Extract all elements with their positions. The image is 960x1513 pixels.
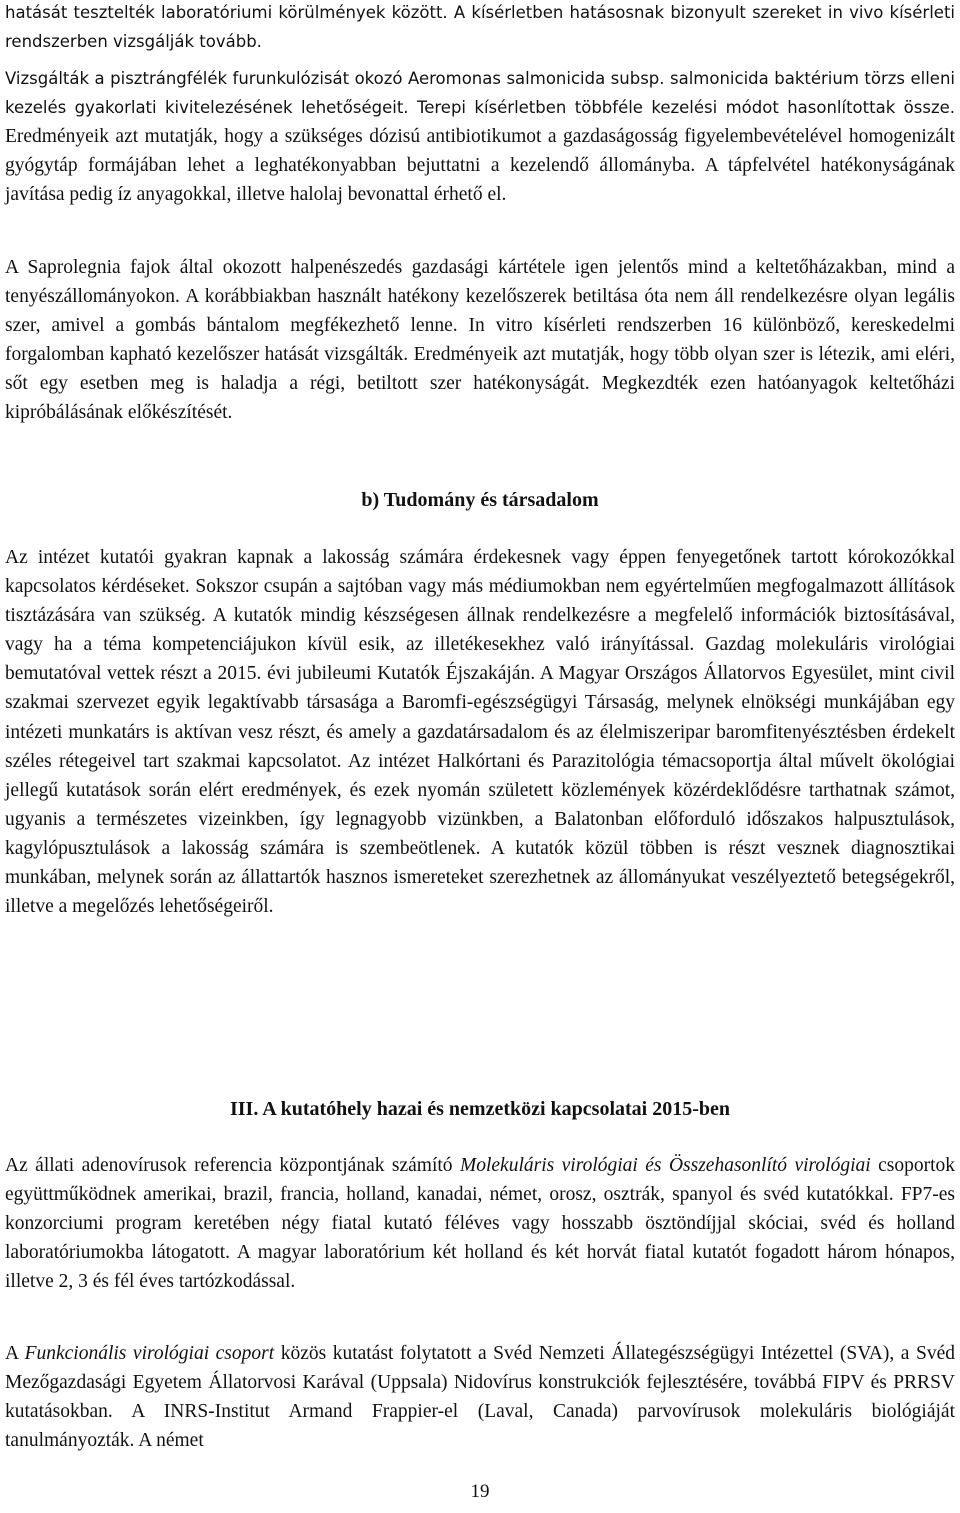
paragraph-text: A Saprolegnia fajok által okozott halpenészedés gazdasági kártétele igen jelentős mind a keltetőházakban, mind a tenyészállományokon. A korábbiakban használt hatékony kezelőszerek betiltása óta nem áll rendelkezésre olyan legális szer, amivel a gombás bántalom megfékezhető lenne. In vitro kísérleti rendszerben 16 különböző, kereskedelmi forgalomban kapható kezelőszer hatását vizsgálták. Eredményeik azt mutatják, hogy több olyan szer is létezik, ami eléri, sőt egy esetben meg is haladja a régi, betiltott szer hatékonyságát. Megkezdték ezen hatóanyagok keltetőházi kipróbálásának előkészítését. [5, 257, 955, 424]
page-number: 19 [470, 1481, 490, 1502]
paragraph-text-serif: Eredményeik azt mutatják, hogy a szükséges dózisú antibiotikumot a gazdaságosság figyelembevételével homogenizált gyógytáp formájában lehet a leghatékonyabban bejuttatni a kezelendő állományba. [5, 126, 955, 177]
paragraph-science-society [5, 543, 955, 921]
paragraph-text: csoportok együttműködnek amerikai, brazil, francia, holland, kanadai, német, orosz, osztrák, spanyol és svéd kutatókkal. FP7-es konzorciumi program keretében négy fiatal kutató féléves vagy hosszabb ösztöndíjjal skóciai, svéd és holland laboratóriumokba látogatott. A magyar laboratórium két holland és két horvát fiatal kutatót fogadott három hónapos, illetve 2, 3 és fél éves tartózkodással. [5, 1155, 955, 1293]
paragraph-furunculosis [5, 64, 955, 209]
paragraph-continuation [5, 0, 955, 56]
section-heading-b: b) Tudomány és társadalom [361, 489, 599, 511]
paragraph-text: hatását tesztelték laboratóriumi körülmények között. A kísérletben hatásosnak bizonyult szereket in vivo kísérleti rendszerben vizsgálják tovább. [5, 3, 955, 52]
paragraph-adenovirus [5, 1151, 955, 1296]
group-name-italic: Molekuláris virológiai és Összehasonlító virológiai [459, 1155, 871, 1176]
paragraph-text: Az intézet kutatói gyakran kapnak a lakosság számára érdekesnek vagy éppen fenyegetőnek tartott kórokozókkal kapcsolatos kérdéseket. Sokszor csupán a sajtóban vagy más médiumokban nem egyértelműen megfogalmazott állítások tisztázására van szükség. A kutatók mindig készségesen állnak rendelkezésre a megfelelő információk biztosításával, vagy ha a téma kompetenciájukon kívül esik, az illetékesekhez való irányítással. Gazdag molekuláris virológiai bemutatóval vettek részt a 2015. évi jubileumi Kutatók Éjszakáján. A Magyar Országos Állatorvos Egyesület, mint civil szakmai szervezet egyik legaktívabb társasága a Baromfi-egészségügyi Társaság, melynek elnökségi munkájában egy intézeti munkatárs is aktívan vesz részt, és amely a gazdatársadalom és az élelmiszeripar baromfitenyésztésben érdekelt széles rétegeivel tart szakmai kapcsolatot. Az intézet Halkórtani és Parazitológia témacsoportja által művelt ökológiai jellegű kutatások során elért eredmények, és ezek nyomán született közlemények közérdeklődésre tarthatnak számot, ugyanis a természetes vizeinkben, így legnagyobb vizünkben, a Balatonban előforduló időszakos halpusztulások, kagylópusztulások a lakosság számára is szembeötlenek. A kutatók közül többen is részt vesznek diagnosztikai munkában, melynek során az állattartók hasznos ismereteket szerezhetnek az állományukat veszélyeztető betegségekről, illetve a megelőzés lehetőségeiről. [5, 547, 955, 918]
section-heading-iii: III. A kutatóhely hazai és nemzetközi kapcsolatai 2015-ben [229, 1098, 731, 1120]
paragraph-functional-virology [5, 1339, 955, 1455]
group-name-italic: Funkcionális virológiai csoport [24, 1343, 275, 1364]
paragraph-saprolegnia [5, 253, 955, 428]
paragraph-text-serif: A tápfelvétel hatékonyságának javítása pedig íz anyagokkal, illetve halolaj bevonattal érhető el. [5, 155, 955, 206]
paragraph-text: közös kutatást folytatott a Svéd Nemzeti Állategészségügyi Intézettel (SVA), a Svéd Mezőgazdasági Egyetem Állatorvosi Karával (Uppsala) Nidovírus konstrukciók fejlesztésére, továbbá FIPV és PRRSV kutatásokban. A INRS-Institut Armand Frappier-el (Laval, Canada) parvovírusok molekuláris biológiáját tanulmányozták. A német [5, 1343, 955, 1452]
paragraph-text-sans: Vizsgálták a pisztrángfélék furunkulózisát okozó Aeromonas salmonicida subsp. salmonicida baktérium törzs elleni kezelés gyakorlati kivitelezésének lehetőségeit. Terepi kísérletben többféle kezelési módot hasonlítottak össze. [5, 69, 955, 118]
paragraph-text: A [5, 1343, 25, 1364]
paragraph-text: Az állati adenovírusok referencia központjának számító [5, 1155, 460, 1176]
